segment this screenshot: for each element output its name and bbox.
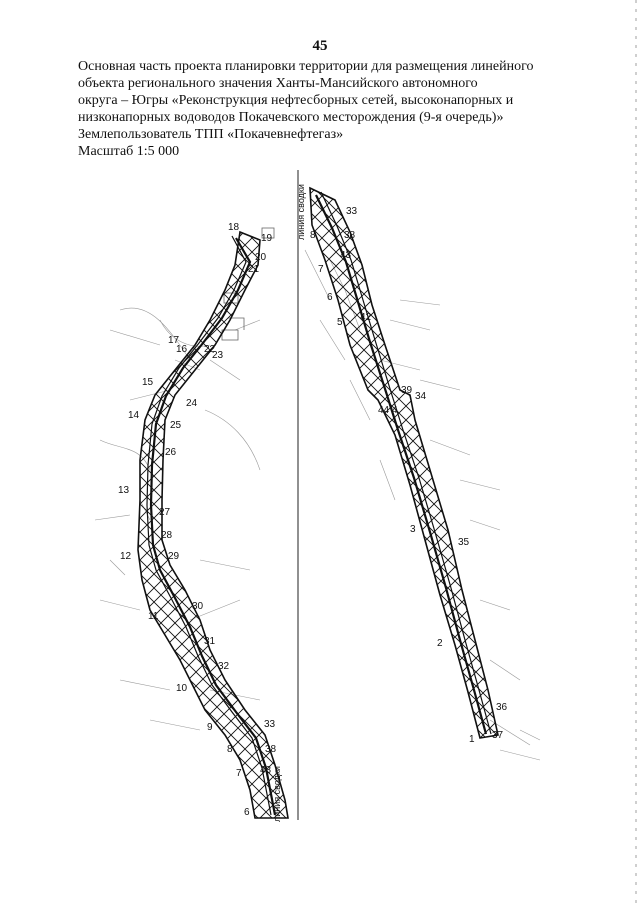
right-point-label: 43	[340, 250, 352, 261]
page-number: 45	[312, 38, 328, 54]
right-corridor	[310, 188, 498, 738]
left-point-label: 30	[192, 601, 204, 612]
header-line-5: Землепользователь ТПП «Покачевнефтегаз»	[78, 127, 344, 142]
right-point-label: 39	[401, 385, 413, 396]
left-corridor	[138, 232, 288, 818]
left-point-label: 32	[218, 661, 230, 672]
header-line-4: низконапорных водоводов Покачевского месторождения (9-я очередь)»	[78, 110, 504, 125]
header-line-3: округа – Югры «Реконструкция нефтесборных сетей, высоконапорных и	[78, 93, 514, 108]
right-point-label: 1	[469, 734, 475, 745]
left-point-label: 10	[176, 683, 188, 694]
left-point-label: 43	[260, 765, 272, 776]
left-point-label: 23	[212, 350, 224, 361]
right-point-label: 3	[410, 524, 416, 535]
right-point-label: 36	[496, 702, 508, 713]
left-point-label: 15	[142, 377, 154, 388]
left-point-label: 19	[261, 233, 273, 244]
match-line-label-bottom: линия сводки	[272, 766, 282, 822]
header-line-2: объекта регионального значения Ханты-Мансийского автономного	[78, 76, 478, 91]
left-point-label: 17	[168, 335, 180, 346]
match-line-label-top: линия сводки	[296, 184, 306, 240]
left-point-label: 26	[165, 447, 177, 458]
left-point-label: 38	[265, 744, 277, 755]
header-line-1: Основная часть проекта планировки территории для размещения линейного	[78, 59, 534, 74]
left-point-label: 16	[176, 344, 188, 355]
left-point-label: 6	[244, 807, 250, 818]
left-point-label: 31	[204, 636, 216, 647]
left-point-label: 8	[227, 744, 233, 755]
left-point-label: 14	[128, 410, 140, 421]
right-point-label: 38	[344, 230, 356, 241]
page-edge-mark	[630, 0, 640, 905]
left-point-label: 28	[161, 530, 173, 541]
left-point-label: 27	[159, 507, 171, 518]
right-point-label: 35	[458, 537, 470, 548]
right-point-label: 5	[337, 317, 343, 328]
left-point-label: 22	[204, 344, 216, 355]
left-point-label: 21	[248, 264, 260, 275]
left-point-label: 13	[118, 485, 130, 496]
right-point-label: 7	[318, 264, 324, 275]
left-point-label: 20	[255, 252, 267, 263]
left-point-label: 9	[207, 722, 213, 733]
right-point-label: 6	[327, 292, 333, 303]
scale-label: Масштаб 1:5 000	[78, 144, 180, 159]
left-point-label: 29	[168, 551, 180, 562]
right-point-label: 8	[310, 230, 316, 241]
right-point-label: 42	[360, 312, 372, 323]
left-point-label: 25	[170, 420, 182, 431]
left-point-label: 33	[264, 719, 276, 730]
left-point-label: 24	[186, 398, 198, 409]
left-point-label: 18	[228, 222, 240, 233]
left-point-label: 7	[236, 768, 242, 779]
right-point-label: 34	[415, 391, 427, 402]
right-point-label: 44	[378, 405, 390, 416]
left-point-label: 12	[120, 551, 132, 562]
right-point-label: 2	[437, 638, 443, 649]
right-point-label: 37	[492, 730, 504, 741]
right-point-label: 4	[392, 405, 398, 416]
right-point-label: 33	[346, 206, 358, 217]
left-point-label: 11	[148, 611, 159, 622]
